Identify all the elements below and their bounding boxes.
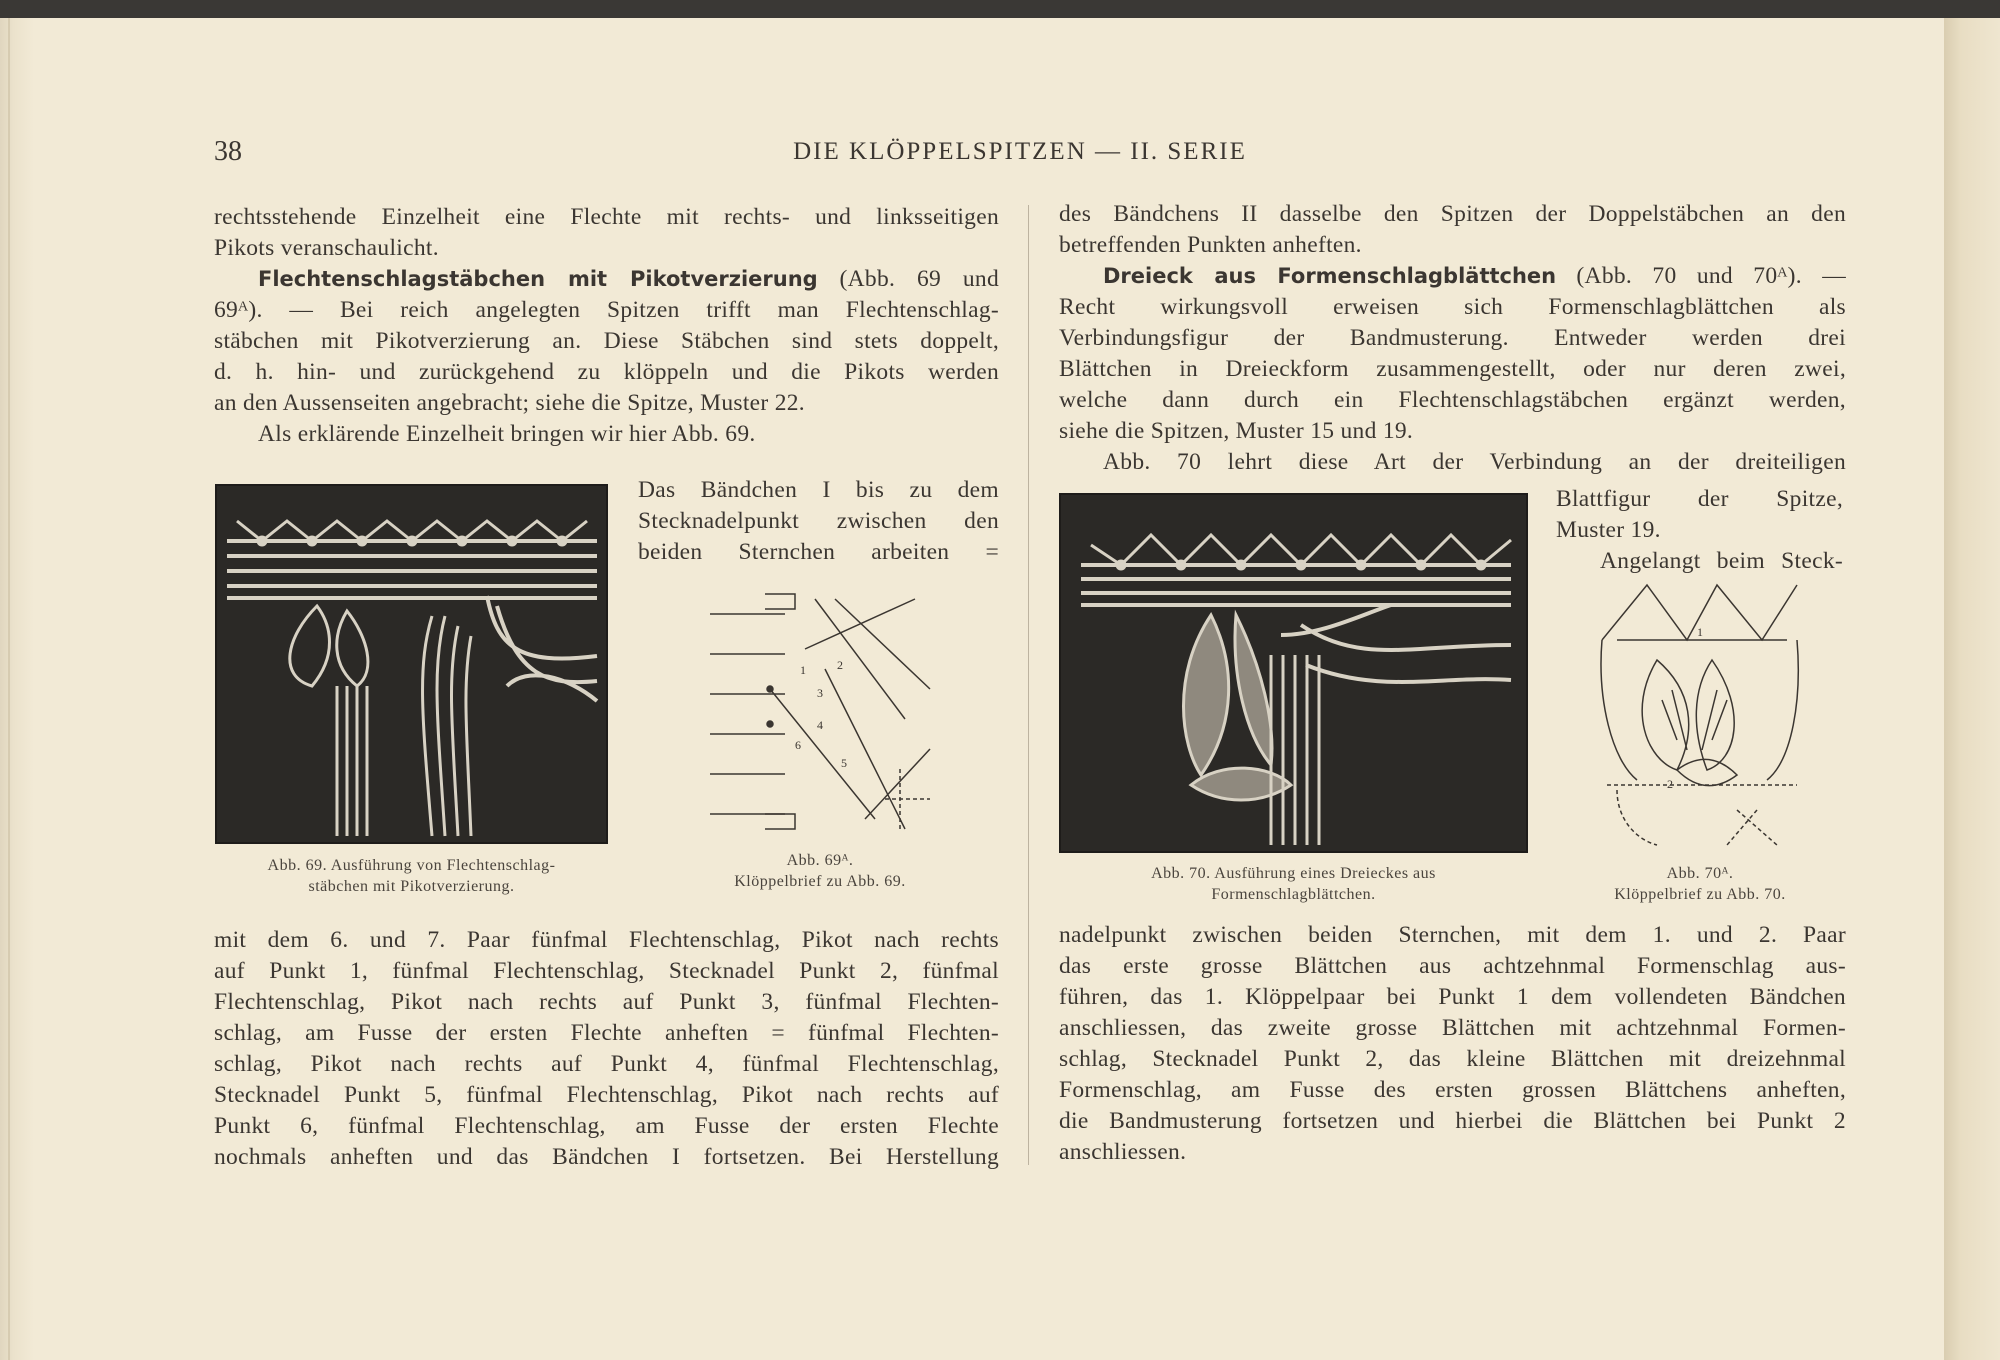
text-line bbox=[638, 475, 999, 506]
line-text: Pikots veranschaulicht. bbox=[214, 235, 439, 261]
line-text: betreffenden Punkten anheften. bbox=[1059, 232, 1362, 258]
text-line bbox=[638, 506, 999, 537]
text-line bbox=[1059, 1044, 1846, 1075]
text-line bbox=[214, 419, 999, 450]
facing-page-edge bbox=[1944, 18, 2000, 1360]
line-text: d. h. hin- und zurückgehend zu klöppeln und die Pikots werden bbox=[214, 359, 999, 385]
line-text: Das Bändchen I bis zu dem bbox=[638, 477, 999, 503]
diagram-70a-pricking bbox=[1597, 580, 1805, 851]
line-text: des Bändchens II dasselbe den Spitzen der Doppelstäbchen an den bbox=[1059, 201, 1846, 227]
text-line bbox=[1059, 982, 1846, 1013]
diagram-69a-pricking bbox=[705, 589, 937, 835]
caption-line: Klöppelbrief zu Abb. 70. bbox=[1614, 886, 1786, 903]
line-text: stäbchen mit Pikotverzierung an. Diese Stäbchen sind stets doppelt, bbox=[214, 328, 999, 354]
line-text: anschliessen, das zweite grosse Blättchen mit achtzehnmal Formen- bbox=[1059, 1015, 1846, 1041]
figure-70-caption bbox=[1061, 863, 1526, 905]
line-text: an den Aussenseiten angebracht; siehe die Spitze, Muster 22. bbox=[214, 390, 805, 416]
figure-69-lace-photo bbox=[217, 486, 606, 842]
line-text: schlag, Stecknadel Punkt 2, das kleine Blättchen mit dreizehnmal bbox=[1059, 1046, 1846, 1072]
text-line bbox=[1556, 546, 1843, 577]
line-text: nochmals anheften und das Bändchen I fortsetzen. Bei Herstellung bbox=[214, 1144, 999, 1170]
column-divider bbox=[1028, 205, 1029, 1165]
line-text: siehe die Spitzen, Muster 15 und 19. bbox=[1059, 418, 1414, 444]
text-line bbox=[1059, 1137, 1846, 1168]
line-text: Flechtenschlag, Pikot nach rechts auf Punkt 3, fünfmal Flechten- bbox=[214, 989, 999, 1015]
text-line bbox=[638, 537, 999, 568]
caption-line: Abb. 69ᴬ. bbox=[786, 852, 854, 869]
svg-text:5: 5 bbox=[841, 756, 847, 770]
line-text: 69ᴬ). — Bei reich angelegten Spitzen trifft man Flechtenschlag- bbox=[214, 297, 999, 323]
text-line bbox=[214, 1111, 999, 1142]
text-line bbox=[1059, 1106, 1846, 1137]
line-text: Muster 19. bbox=[1556, 517, 1661, 543]
text-line bbox=[214, 264, 999, 295]
scan-top-border bbox=[0, 0, 2000, 18]
right-side-text bbox=[1556, 484, 1843, 577]
bold-heading: Flechtenschlagstäbchen mit Pikotverzierung bbox=[258, 267, 818, 291]
line-text: schlag, Pikot nach rechts auf Punkt 4, fünfmal Flechtenschlag, bbox=[214, 1051, 999, 1077]
line-text: das erste grosse Blättchen aus achtzehnmal Formenschlag aus- bbox=[1059, 953, 1846, 979]
text-line bbox=[214, 925, 999, 956]
text-line bbox=[1059, 199, 1846, 230]
left-bottom-text bbox=[214, 925, 999, 1173]
svg-text:4: 4 bbox=[817, 718, 823, 732]
text-line bbox=[1556, 515, 1843, 546]
bold-heading: Dreieck aus Formenschlagblättchen bbox=[1103, 264, 1557, 288]
text-line bbox=[1059, 261, 1846, 292]
line-text: Abb. 70 lehrt diese Art der Verbindung an der dreiteiligen bbox=[1103, 449, 1846, 475]
line-text: Als erklärende Einzelheit bringen wir hier Abb. 69. bbox=[258, 421, 756, 447]
caption-line: Abb. 70. Ausführung eines Dreieckes aus bbox=[1151, 865, 1436, 882]
text-line bbox=[214, 326, 999, 357]
caption-line: Formenschlagblättchen. bbox=[1211, 886, 1376, 903]
line-text: anschliessen. bbox=[1059, 1139, 1187, 1165]
line-text: Stecknadelpunkt zwischen den bbox=[638, 508, 999, 534]
svg-text:1: 1 bbox=[800, 663, 806, 677]
line-text: Blattfigur der Spitze, bbox=[1556, 486, 1843, 512]
page-number: 38 bbox=[214, 136, 242, 167]
text-line bbox=[214, 388, 999, 419]
caption-line: stäbchen mit Pikotverzierung. bbox=[308, 878, 515, 895]
text-line bbox=[214, 295, 999, 326]
figure-69-caption bbox=[217, 855, 606, 897]
text-line bbox=[1059, 323, 1846, 354]
line-text: nadelpunkt zwischen beiden Sternchen, mit dem 1. und 2. Paar bbox=[1059, 922, 1846, 948]
svg-text:6: 6 bbox=[795, 738, 801, 752]
text-line bbox=[1059, 920, 1846, 951]
svg-text:3: 3 bbox=[817, 686, 823, 700]
text-line bbox=[1059, 354, 1846, 385]
line-text: welche dann durch ein Flechtenschlagstäbchen ergänzt werden, bbox=[1059, 387, 1846, 413]
line-text: Formenschlag, am Fusse des ersten grossen Blättchens anheften, bbox=[1059, 1077, 1846, 1103]
text-line bbox=[1059, 1075, 1846, 1106]
figure-70-lace-photo bbox=[1061, 495, 1526, 851]
line-text: schlag, am Fusse der ersten Flechte anheften = fünfmal Flechten- bbox=[214, 1020, 999, 1046]
line-text: Recht wirkungsvoll erweisen sich Formenschlagblättchen als bbox=[1059, 294, 1846, 320]
line-text: beiden Sternchen arbeiten = bbox=[638, 539, 999, 565]
text-line bbox=[214, 233, 999, 264]
svg-text:2: 2 bbox=[1667, 777, 1673, 791]
svg-text:1: 1 bbox=[1697, 625, 1703, 639]
line-text: auf Punkt 1, fünfmal Flechtenschlag, Stecknadel Punkt 2, fünfmal bbox=[214, 958, 999, 984]
text-line bbox=[214, 357, 999, 388]
diagram-69a-caption bbox=[680, 850, 960, 892]
running-title: DIE KLÖPPELSPITZEN — II. SERIE bbox=[793, 138, 1247, 165]
text-line bbox=[1059, 1013, 1846, 1044]
left-top-text bbox=[214, 202, 999, 450]
text-line bbox=[214, 1049, 999, 1080]
page-stack-left-edge bbox=[0, 18, 34, 1360]
text-line bbox=[1059, 230, 1846, 261]
line-text: (Abb. 69 und bbox=[817, 266, 999, 292]
line-text: Stecknadel Punkt 5, fünfmal Flechtenschlag, Pikot nach rechts auf bbox=[214, 1082, 999, 1108]
line-text: Blättchen in Dreieckform zusammengestellt, oder nur deren zwei, bbox=[1059, 356, 1846, 382]
line-text: die Bandmusterung fortsetzen und hierbei die Blättchen bei Punkt 2 bbox=[1059, 1108, 1846, 1134]
line-text: rechtsstehende Einzelheit eine Flechte mit rechts- und linksseitigen bbox=[214, 204, 999, 230]
line-text: führen, das 1. Klöppelpaar bei Punkt 1 dem vollendeten Bändchen bbox=[1059, 984, 1846, 1010]
line-text: (Abb. 70 und 70ᴬ). — bbox=[1556, 263, 1846, 289]
text-line bbox=[1059, 951, 1846, 982]
svg-text:2: 2 bbox=[837, 658, 843, 672]
caption-line: Abb. 70ᴬ. bbox=[1666, 865, 1734, 882]
caption-line: Abb. 69. Ausführung von Flechtenschlag- bbox=[267, 857, 556, 874]
left-side-text bbox=[638, 475, 999, 568]
diagram-70a-caption bbox=[1560, 863, 1840, 905]
line-text: mit dem 6. und 7. Paar fünfmal Flechtenschlag, Pikot nach rechts bbox=[214, 927, 999, 953]
right-top-text bbox=[1059, 199, 1846, 478]
text-line bbox=[1059, 385, 1846, 416]
line-text: Punkt 6, fünfmal Flechtenschlag, am Fusse der ersten Flechte bbox=[214, 1113, 999, 1139]
text-line bbox=[214, 1142, 999, 1173]
line-text: Angelangt beim Steck- bbox=[1600, 548, 1843, 574]
text-line bbox=[214, 1080, 999, 1111]
text-line bbox=[214, 987, 999, 1018]
caption-line: Klöppelbrief zu Abb. 69. bbox=[734, 873, 906, 890]
text-line bbox=[1059, 416, 1846, 447]
text-line bbox=[214, 1018, 999, 1049]
right-bottom-text bbox=[1059, 920, 1846, 1168]
text-line bbox=[1059, 292, 1846, 323]
line-text: Verbindungsfigur der Bandmusterung. Entweder werden drei bbox=[1059, 325, 1846, 351]
text-line bbox=[214, 202, 999, 233]
text-line bbox=[214, 956, 999, 987]
text-line bbox=[1556, 484, 1843, 515]
text-line bbox=[1059, 447, 1846, 478]
